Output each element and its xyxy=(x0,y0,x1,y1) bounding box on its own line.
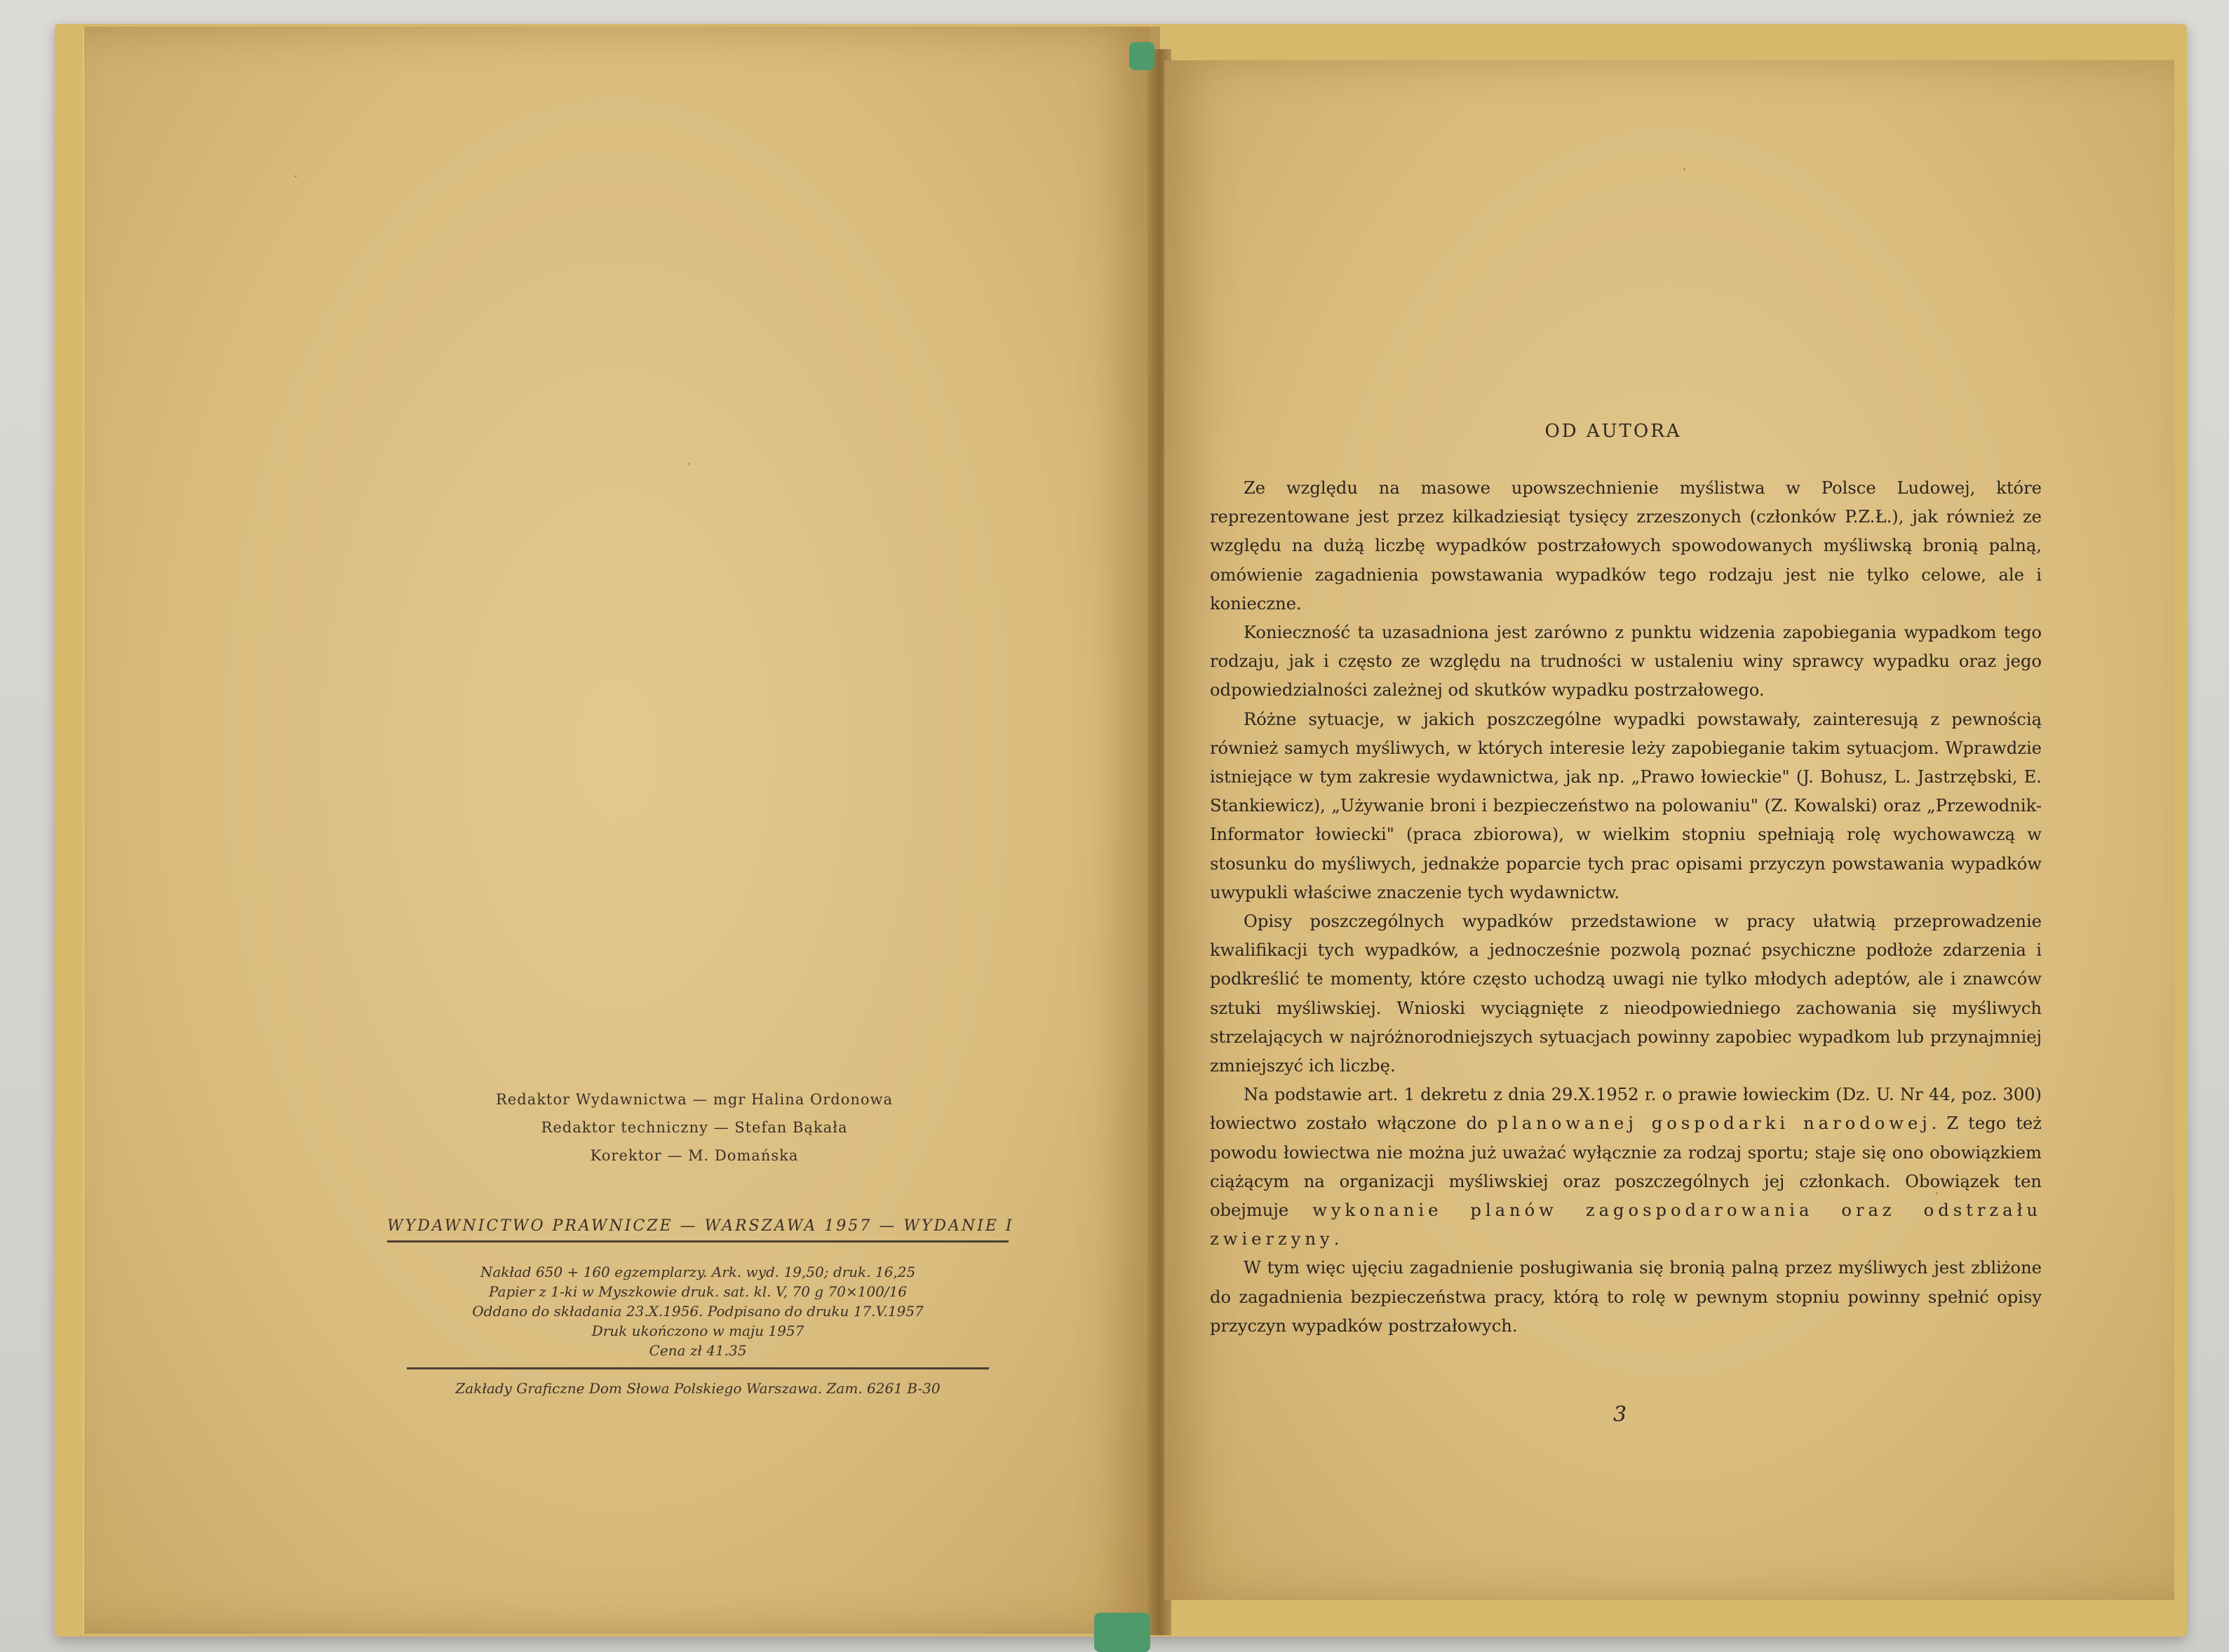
preface-text xyxy=(1210,474,2042,1341)
editors-block xyxy=(365,1085,1024,1170)
detail-line: Nakład 650 + 160 egzemplarzy. Ark. wyd. 19,50; druk. 16,25 xyxy=(480,1264,916,1280)
paragraph: W tym więc ujęciu zagadnienie posługiwania się bronią palną przez myśliwych jest zbliżone do zagadnienia bezpieczeństwa pracy, którą to rolę w pewnym stopniu powinny spełnić opisy przyczyn wypadków postrzałowych. xyxy=(1210,1258,2042,1336)
detail-line: Druk ukończono w maju 1957 xyxy=(591,1322,804,1339)
paragraph: Konieczność ta uzasadniona jest zarówno z punktu widzenia zapobiegania wypadkom tego rodzaju, jak i często ze względu na trudności w ustaleniu winy sprawcy wypadku oraz jego odpowiedzialności zależnej od skutków wypadku postrzałowego. xyxy=(1210,623,2042,700)
paper-fleck xyxy=(1683,168,1685,170)
paper-fleck xyxy=(687,463,689,465)
binding-thread-bottom xyxy=(1094,1613,1150,1652)
paper-fleck xyxy=(295,175,297,177)
detail-line: Cena zł 41.35 xyxy=(649,1342,747,1359)
editor-line: Redaktor Wydawnictwa — mgr Halina Ordonowa xyxy=(496,1091,893,1108)
print-details xyxy=(407,1262,989,1369)
paragraph: Opisy poszczególnych wypadków przedstawione w pracy ułatwią przeprowadzenie kwalifikacji tych wypadków, a jednocześnie pozwolą poznać psychiczne podłoże zdarzenia i podkreślić te momenty, które często uchodzą uwagi nie tylko młodych adeptów, ale i znawców sztuki myśliwskiej. Wnioski wyciągnięte z nieodpowiedniego zachowania się myśliwych strzelających w najróżnorodniejszych sytuacjach powinny zapobiec wypadkom lub przynajmniej zmniejszyć ich liczbę. xyxy=(1210,912,2042,1076)
editor-line: Redaktor techniczny — Stefan Bąkała xyxy=(541,1119,848,1136)
text-run: . xyxy=(1333,1229,1340,1250)
binding-thread-top xyxy=(1129,42,1154,70)
editor-line: Korektor — M. Domańska xyxy=(590,1147,799,1164)
paragraph: Różne sytuacje, w jakich poszczególne wypadki powstawały, zainteresują z pewnością również samych myśliwych, w których interesie leży zapobieganie takim sytuacjom. Wprawdzie istniejące w tym zakresie wydawnictwa, jak np. „Prawo łowieckie" (J. Bohusz, L. Jastrzębski, E. Stankiewicz), „Używanie broni i bezpieczeństwo na polowaniu" (Z. Kowalski) oraz „Przewodnik-Informator łowiecki" (praca zbiorowa), w wielkim stopniu spełniają rolę wychowawczą w stosunku do myśliwych, jednakże poparcie tych prac opisami przyczyn powstawania wypadków uwypukli właściwe znaczenie tych wydawnictw. xyxy=(1210,709,2042,902)
spaced-text: planowanej gospodarki narodowej xyxy=(1497,1113,1932,1134)
detail-line: Papier z 1-ki w Myszkowie druk. sat. kl. V, 70 g 70×100/16 xyxy=(488,1283,908,1300)
page-number: 3 xyxy=(1613,1402,1627,1427)
paragraph: Ze względu na masowe upowszechnienie myślistwa w Polsce Ludowej, które reprezentowane jest przez kilkadziesiąt tysięcy zrzeszonych (członków P.Z.Ł.), jak również ze względu na dużą liczbę wypadków postrzałowych spowodowanych myśliwską bronią palną, omówienie zagadnienia powstawania wypadków tego rodzaju jest nie tylko celowe, ale i konieczne. xyxy=(1210,478,2042,614)
page-heading: OD AUTORA xyxy=(1544,421,1682,442)
text-run: Na podstawie art. 1 dekretu z dnia 29.X.1952 r. o prawie łowieckim (Dz. U. Nr 44, poz. 300) łowiectwo zostało włączone do xyxy=(1210,1085,2042,1134)
detail-line: Oddano do składania 23.X.1956. Podpisano do druku 17.V.1957 xyxy=(472,1303,924,1320)
paragraph xyxy=(1210,1081,2042,1254)
text-run: . Z tego też powodu łowiectwa nie można już uważać wyłącznie za rodzaj sportu; staje się ono obowiązkiem ciążącym na organizacji myśliwskiej oraz poszczególnych jej członkach. Obowiązek ten obejmuje xyxy=(1210,1113,2042,1221)
printer-line: Zakłady Graficzne Dom Słowa Polskiego Warszawa. Zam. 6261 B-30 xyxy=(455,1380,941,1397)
publisher-line: WYDAWNICTWO PRAWNICZE — WARSZAWA 1957 — WYDANIE I xyxy=(387,1217,1009,1243)
spaced-text: wykonanie planów zagospodarowania oraz odstrzału zwierzyny xyxy=(1210,1200,2042,1250)
